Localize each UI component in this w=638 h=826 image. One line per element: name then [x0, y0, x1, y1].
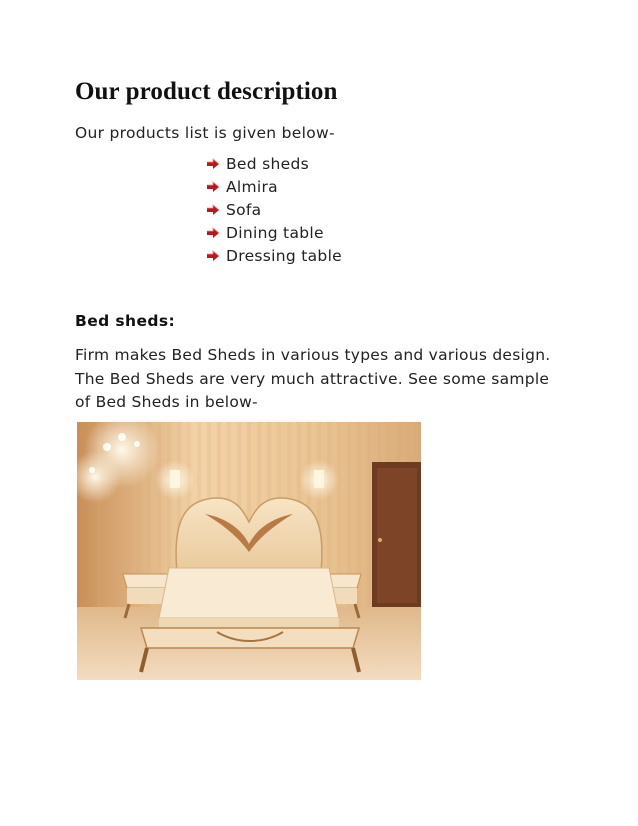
arrow-bullet-icon: [206, 227, 220, 239]
arrow-bullet-icon: [206, 181, 220, 193]
bedroom-illustration: [77, 422, 421, 680]
product-list: [206, 152, 342, 268]
list-item-label: Dressing table: [226, 247, 343, 266]
list-item-label: Dining table: [226, 224, 324, 243]
list-item: [206, 245, 342, 268]
arrow-bullet-icon: [206, 158, 220, 170]
intro-text: Our products list is given below-: [75, 124, 335, 142]
arrow-bullet-icon: [206, 204, 220, 216]
section-paragraph: Firm makes Bed Sheds in various types and various design. The Bed Sheds are very much attractive. See some sample of Bed Sheds in below-: [75, 346, 551, 411]
list-item: [206, 175, 342, 198]
list-item-label: Almira: [226, 177, 278, 196]
list-item: [206, 198, 342, 221]
list-item-label: Sofa: [226, 200, 262, 219]
list-item: [206, 222, 342, 245]
page-title: Our product description: [75, 78, 338, 105]
bed-photo: [77, 422, 421, 680]
list-item: [206, 152, 342, 175]
arrow-bullet-icon: [206, 250, 220, 262]
list-item-label: Bed sheds: [226, 154, 309, 173]
section-heading: Bed sheds:: [75, 312, 176, 330]
